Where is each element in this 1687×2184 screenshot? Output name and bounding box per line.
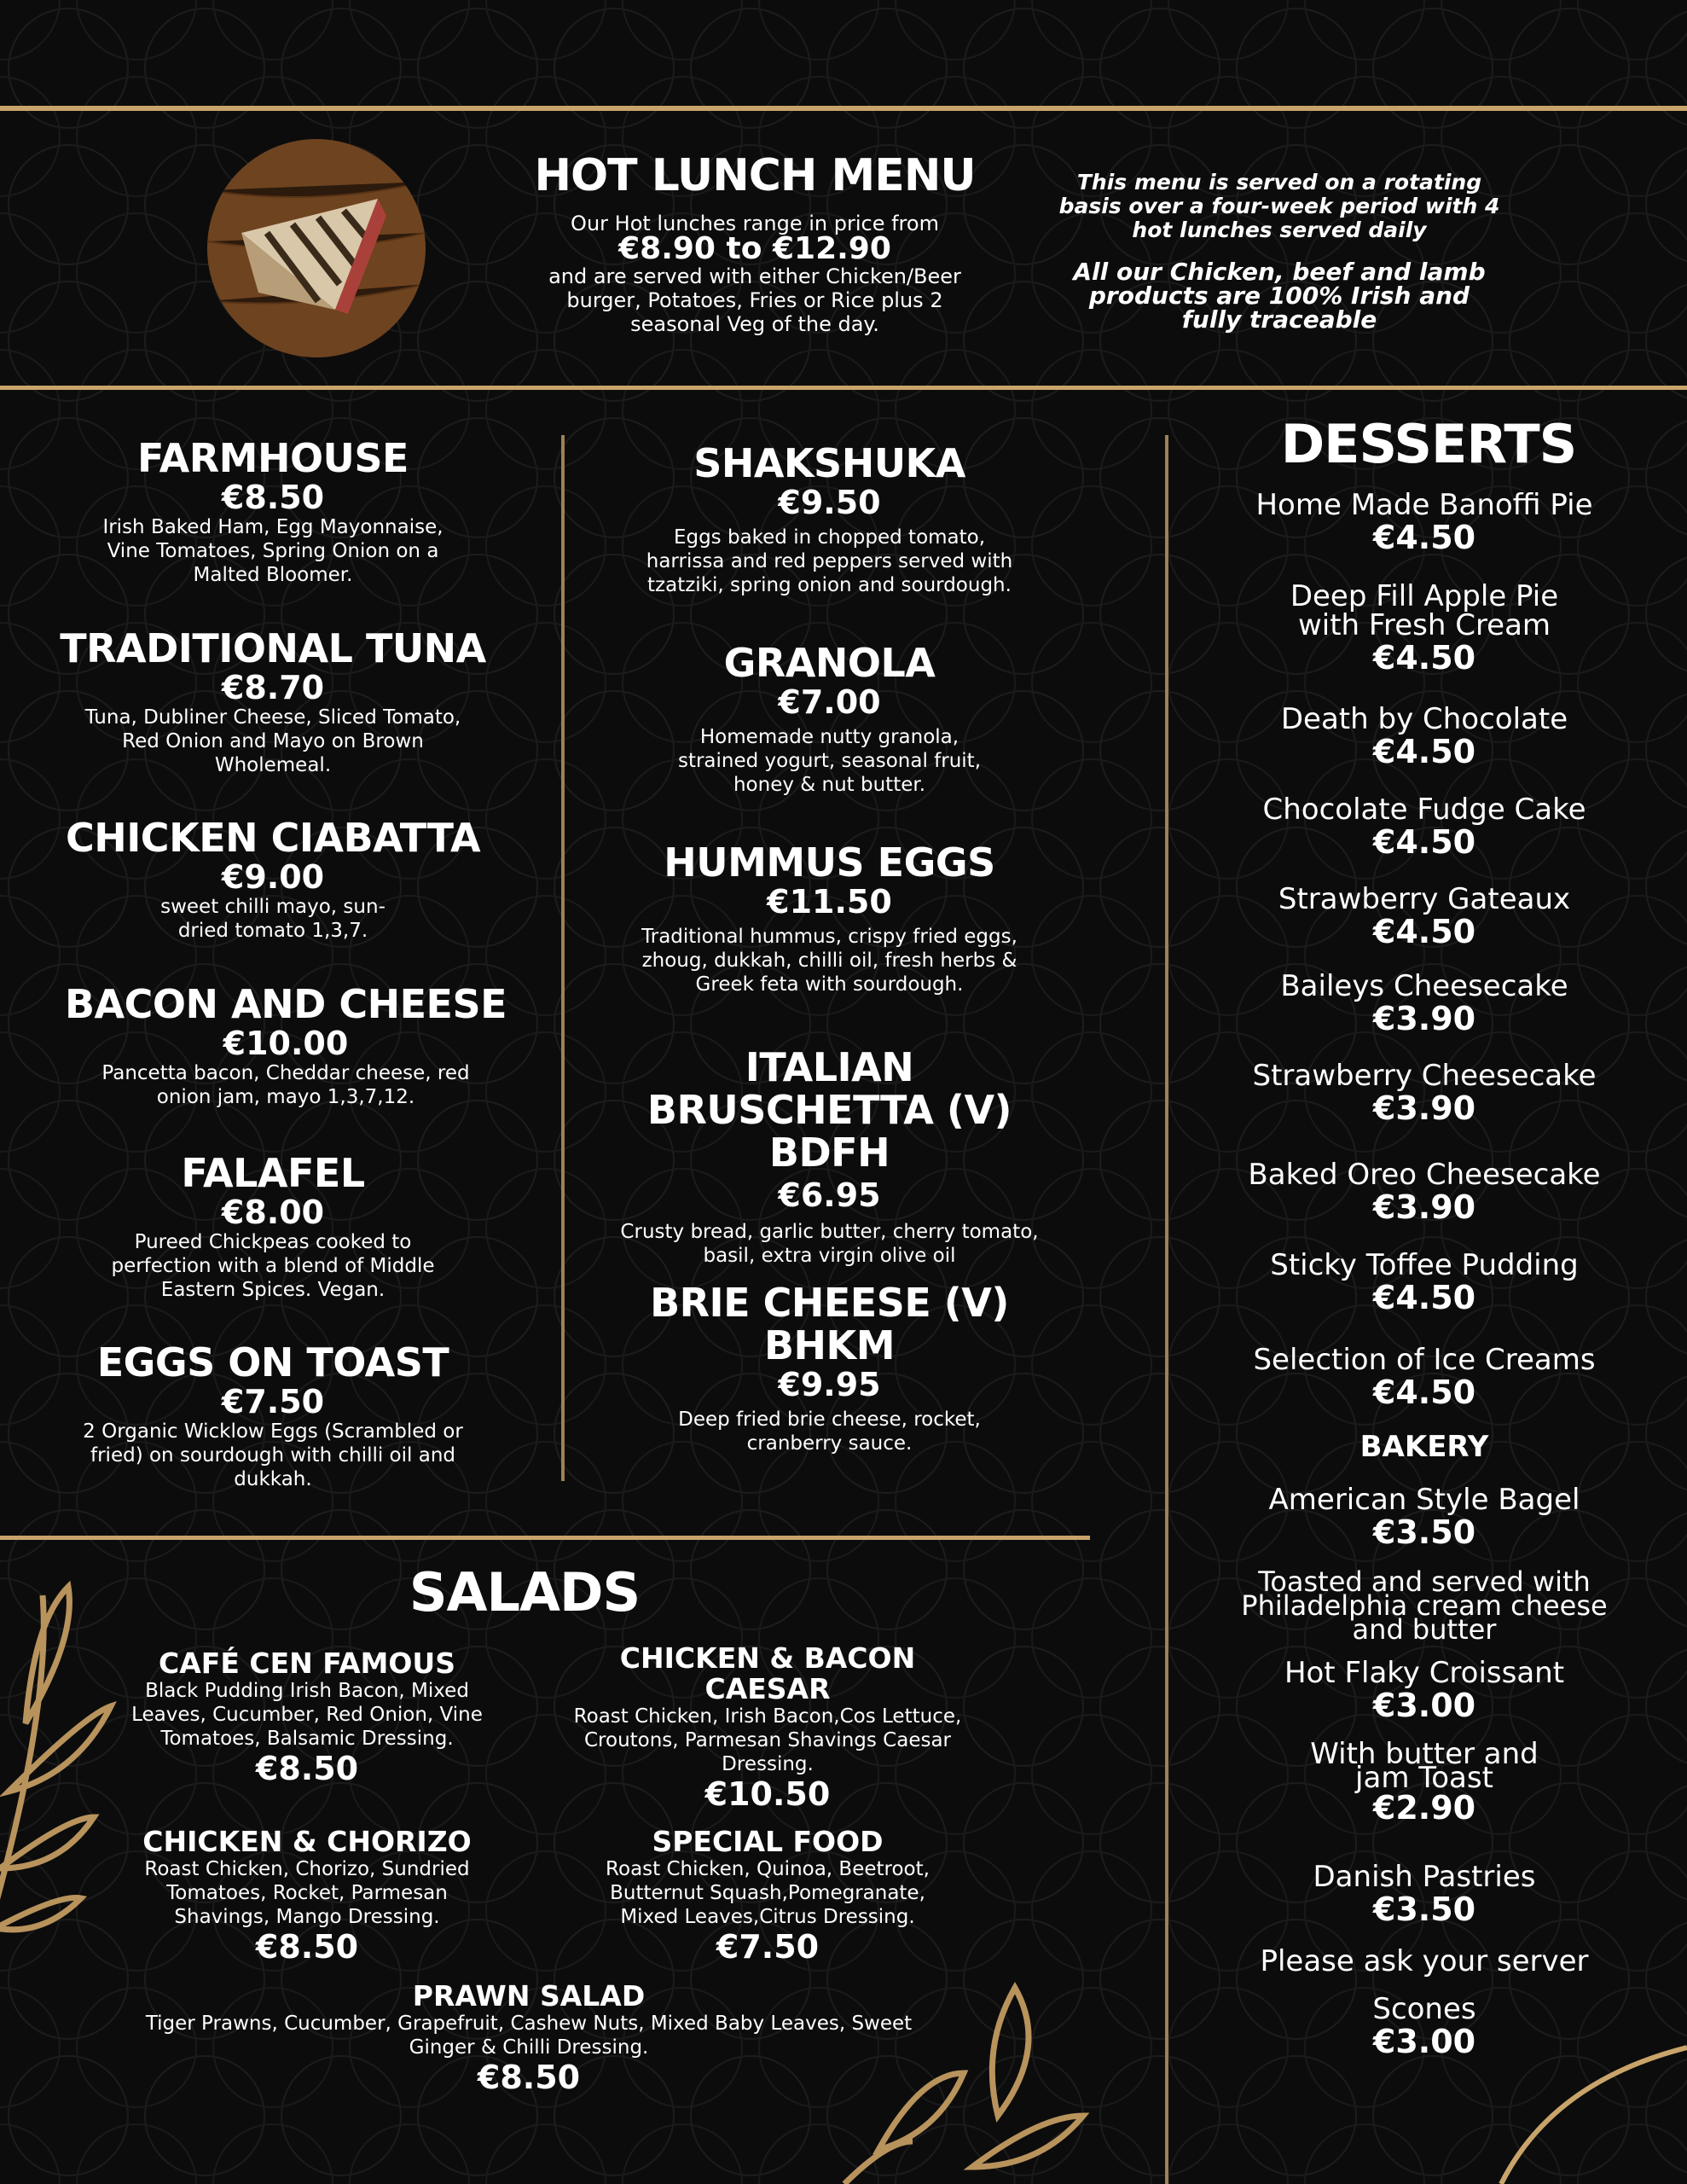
- page-title: HOT LUNCH MENU: [534, 150, 976, 201]
- item-description: Pureed Chickpeas cooked to perfection with a blend of Middle Eastern Spices. Vegan.: [111, 1231, 435, 1301]
- column-divider-left: [561, 435, 565, 1481]
- bakery-scones: [1194, 1992, 1655, 2060]
- header-intro: Our Hot lunches range in price from: [571, 212, 939, 235]
- dessert-baked-oreo-cheesecake: [1194, 1160, 1655, 1225]
- menu-item-granola: [597, 642, 1062, 797]
- dessert-name: Deep Fill Apple Pie with Fresh Cream: [1290, 579, 1559, 642]
- dessert-name: Sticky Toffee Pudding: [1270, 1248, 1579, 1282]
- salad-price: €10.50: [704, 1775, 831, 1813]
- item-price: €8.70: [221, 669, 325, 706]
- item-description: Pancetta bacon, Cheddar cheese, red onion jam, mayo 1,3,7,12.: [101, 1062, 470, 1108]
- dessert-name: Home Made Banoffi Pie: [1255, 488, 1593, 522]
- dessert-price: €3.90: [1372, 1188, 1476, 1226]
- bakery-item-name: With butter and jam Toast: [1310, 1737, 1539, 1795]
- dessert-name: Strawberry Gateaux: [1278, 882, 1571, 916]
- item-name: ITALIAN BRUSCHETTA (V) BDFH: [646, 1044, 1012, 1176]
- dessert-name: Baked Oreo Cheesecake: [1248, 1158, 1601, 1192]
- bakery-item-name: Hot Flaky Croissant: [1284, 1656, 1565, 1690]
- item-name: BACON AND CHEESE: [65, 981, 507, 1027]
- dessert-price: €4.50: [1372, 639, 1476, 677]
- dessert-price: €4.50: [1372, 1279, 1476, 1316]
- dessert-sticky-toffee-pudding: [1194, 1248, 1655, 1316]
- header-top-border: [0, 106, 1687, 111]
- dessert-name: Baileys Cheesecake: [1280, 969, 1568, 1003]
- salad-name: CHICKEN & CHORIZO: [142, 1825, 472, 1858]
- salad-prawn: [128, 1981, 930, 2095]
- bakery-danish-pastries: [1194, 1862, 1655, 1927]
- bakery-bagel-note: Toasted and served with Philadelphia cream cheese and butter: [1241, 1565, 1608, 1646]
- item-name: FALAFEL: [181, 1150, 365, 1196]
- item-description: sweet chilli mayo, sun-dried tomato 1,3,7.: [160, 896, 386, 942]
- dessert-price: €4.50: [1372, 519, 1476, 556]
- salad-chicken-chorizo: [94, 1827, 520, 1965]
- item-price: €9.50: [778, 484, 881, 521]
- bakery-bagel: [1194, 1485, 1655, 1550]
- dessert-price: €4.50: [1372, 733, 1476, 770]
- bakery-item-price: €3.00: [1372, 2023, 1476, 2060]
- item-price: €8.00: [221, 1194, 325, 1231]
- salads-top-border: [0, 1536, 1090, 1540]
- salad-cafe-cen-famous: [94, 1648, 520, 1786]
- item-description: Traditional hummus, crispy fried eggs, zhoug, dukkah, chilli oil, fresh herbs & Greek feta with sourdough.: [641, 926, 1017, 996]
- menu-item-brie-cheese: [588, 1281, 1070, 1455]
- dessert-name: Chocolate Fudge Cake: [1262, 793, 1586, 827]
- salad-description: Black Pudding Irish Bacon, Mixed Leaves, Cucumber, Red Onion, Vine Tomatoes, Balsamic Dressing.: [131, 1680, 483, 1750]
- item-price: €6.95: [778, 1176, 881, 1214]
- menu-item-shakshuka: [597, 442, 1062, 597]
- dessert-baileys-cheesecake: [1194, 969, 1655, 1037]
- bakery-server-note: Please ask your server: [1260, 1944, 1589, 1978]
- salad-name: SPECIAL FOOD: [652, 1825, 884, 1858]
- item-price: €7.50: [221, 1383, 325, 1420]
- salads-title: SALADS: [409, 1561, 641, 1623]
- item-description: Homemade nutty granola, strained yogurt, seasonal fruit, honey & nut butter.: [677, 726, 982, 796]
- dessert-ice-creams: [1194, 1345, 1655, 1410]
- dessert-death-by-chocolate: [1194, 702, 1655, 770]
- salad-description: Tiger Prawns, Cucumber, Grapefruit, Cashew Nuts, Mixed Baby Leaves, Sweet Ginger & Chilli Dressing.: [145, 2013, 913, 2059]
- bakery-item-price: €3.50: [1372, 1891, 1476, 1928]
- salad-description: Roast Chicken, Chorizo, Sundried Tomatoes, Rocket, Parmesan Shavings, Mango Dressing.: [144, 1858, 470, 1928]
- item-description: Tuna, Dubliner Cheese, Sliced Tomato, Red Onion and Mayo on Brown Wholemeal.: [84, 706, 461, 776]
- bakery-croissant: [1194, 1658, 1655, 1723]
- item-description: Deep fried brie cheese, rocket, cranberry sauce.: [678, 1409, 981, 1455]
- menu-item-bacon-and-cheese: [34, 983, 537, 1109]
- item-name: EGGS ON TOAST: [96, 1339, 449, 1385]
- dessert-price: €3.90: [1372, 1089, 1476, 1127]
- dessert-name: Selection of Ice Creams: [1253, 1343, 1596, 1377]
- bakery-item-name: Danish Pastries: [1313, 1860, 1536, 1894]
- dessert-chocolate-fudge-cake: [1194, 795, 1655, 860]
- dessert-price: €4.50: [1372, 913, 1476, 950]
- salad-price: €8.50: [255, 1750, 359, 1787]
- bakery-item-name: Scones: [1372, 1992, 1476, 2026]
- bakery-toast: [1194, 1737, 1655, 1827]
- salad-chicken-bacon-caesar: [554, 1643, 981, 1812]
- item-name: HUMMUS EGGS: [664, 839, 995, 886]
- item-price: €7.00: [778, 683, 881, 721]
- item-price: €10.00: [223, 1025, 349, 1062]
- item-name: CHICKEN CIABATTA: [65, 815, 481, 861]
- bakery-item-price: €2.90: [1372, 1789, 1476, 1827]
- dessert-price: €3.90: [1372, 1000, 1476, 1037]
- column-divider-right: [1165, 435, 1168, 2184]
- item-name: FARMHOUSE: [137, 435, 409, 481]
- salad-price: €8.50: [255, 1928, 359, 1966]
- item-description: 2 Organic Wicklow Eggs (Scrambled or fried) on sourdough with chilli oil and dukkah.: [83, 1420, 463, 1490]
- item-price: €11.50: [767, 883, 892, 921]
- item-name: GRANOLA: [723, 640, 936, 686]
- desserts-title: DESSERTS: [1280, 413, 1577, 475]
- salad-special-food: [554, 1827, 981, 1965]
- dessert-name: Death by Chocolate: [1280, 702, 1568, 736]
- header-note-rotation: This menu is served on a rotating basis over a four-week period with 4 hot lunches served daily: [1058, 170, 1500, 242]
- sandwich-plate-image: [207, 139, 426, 357]
- dessert-banoffi-pie: [1194, 488, 1655, 556]
- item-price: €9.00: [221, 858, 325, 896]
- dessert-strawberry-gateaux: [1194, 882, 1655, 950]
- item-name: TRADITIONAL TUNA: [60, 625, 486, 671]
- bakery-item-price: €3.50: [1372, 1513, 1476, 1551]
- item-description: Crusty bread, garlic butter, cherry tomato, basil, extra virgin olive oil: [620, 1221, 1039, 1267]
- salad-description: Roast Chicken, Irish Bacon,Cos Lettuce, Croutons, Parmesan Shavings Caesar Dressing.: [573, 1705, 962, 1775]
- item-description: Eggs baked in chopped tomato, harrissa and red peppers served with tzatziki, spring onion and sourdough.: [646, 526, 1013, 596]
- dessert-price: €4.50: [1372, 1374, 1476, 1411]
- dessert-strawberry-cheesecake: [1194, 1061, 1655, 1126]
- salad-description: Roast Chicken, Quinoa, Beetroot, Butternut Squash,Pomegranate, Mixed Leaves,Citrus Dressing.: [606, 1858, 930, 1928]
- menu-item-eggs-on-toast: [60, 1341, 486, 1491]
- dessert-apple-pie: [1194, 579, 1655, 677]
- item-description: Irish Baked Ham, Egg Mayonnaise, Vine Tomatoes, Spring Onion on a Malted Bloomer.: [102, 516, 443, 586]
- bakery-title: BAKERY: [1359, 1430, 1489, 1464]
- menu-item-italian-bruschetta: [597, 1046, 1062, 1268]
- item-price: €9.95: [778, 1366, 881, 1403]
- salad-price: €8.50: [477, 2059, 581, 2096]
- header-price-range: €8.90 to €12.90: [618, 231, 891, 266]
- salad-name: PRAWN SALAD: [412, 1979, 646, 2013]
- salad-price: €7.50: [716, 1928, 820, 1966]
- item-name: SHAKSHUKA: [693, 440, 965, 486]
- item-price: €8.50: [221, 479, 325, 516]
- menu-item-farmhouse: [60, 437, 486, 587]
- header-bottom-border: [0, 386, 1687, 390]
- dessert-price: €4.50: [1372, 823, 1476, 861]
- header-note-irish: All our Chicken, beef and lamb products are 100% Irish and fully traceable: [1073, 258, 1486, 334]
- header-description: and are served with either Chicken/Beer burger, Potatoes, Fries or Rice plus 2 seasonal Veg of the day.: [548, 264, 961, 336]
- item-name: BRIE CHEESE (V) BHKM: [650, 1280, 1009, 1368]
- menu-item-falafel: [60, 1152, 486, 1302]
- menu-item-chicken-ciabatta: [34, 816, 512, 943]
- salad-name: CAFÉ CEN FAMOUS: [159, 1647, 455, 1680]
- salad-name: CHICKEN & BACON CAESAR: [619, 1641, 916, 1705]
- bakery-item-price: €3.00: [1372, 1687, 1476, 1724]
- dessert-name: Strawberry Cheesecake: [1252, 1059, 1597, 1093]
- menu-item-traditional-tuna: [34, 627, 512, 777]
- menu-item-hummus-eggs: [597, 841, 1062, 996]
- bakery-item-name: American Style Bagel: [1268, 1483, 1580, 1517]
